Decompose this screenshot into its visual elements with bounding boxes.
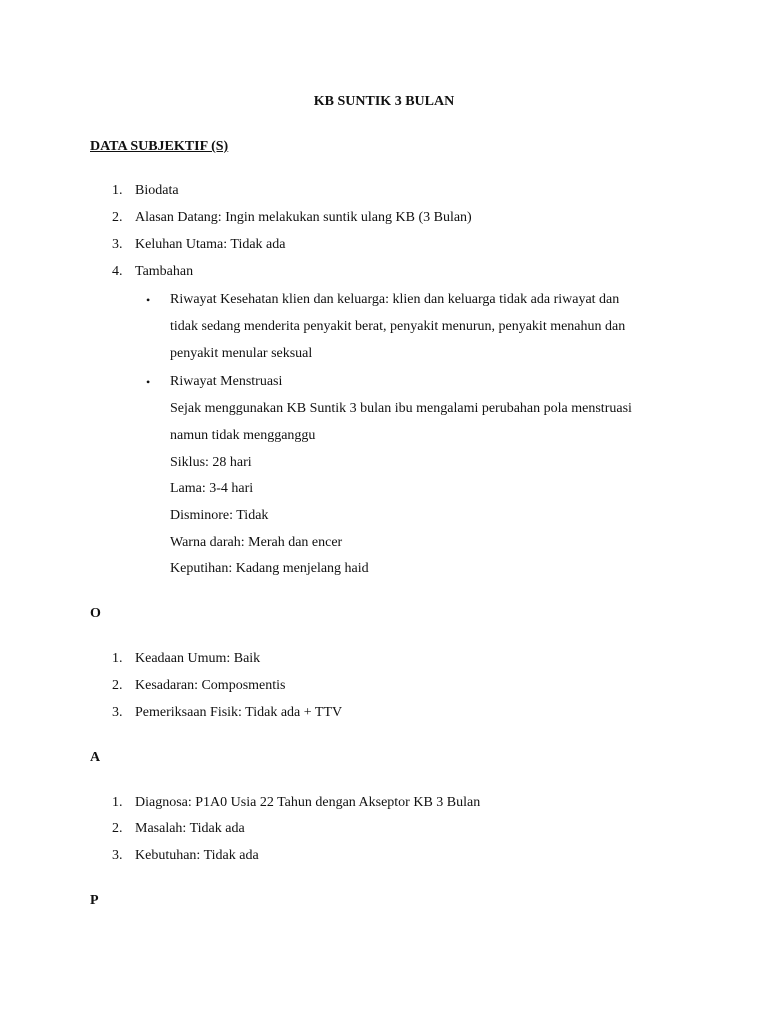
bullet-text-line: Siklus: 28 hari	[170, 455, 252, 470]
list-number: 3.	[112, 705, 123, 720]
list-item: Kebutuhan: Tidak ada	[135, 848, 259, 863]
list-number: 1.	[112, 183, 123, 198]
list-number: 3.	[112, 848, 123, 863]
subjective-heading: DATA SUBJEKTIF (S)	[90, 139, 229, 154]
bullet-text-line: Sejak menggunakan KB Suntik 3 bulan ibu mengalami perubahan pola menstruasi	[170, 401, 632, 416]
list-number: 1.	[112, 651, 123, 666]
list-number: 2.	[112, 678, 123, 693]
bullet-text-line: Warna darah: Merah dan encer	[170, 535, 343, 550]
list-item: Diagnosa: P1A0 Usia 22 Tahun dengan Akseptor KB 3 Bulan	[135, 795, 481, 810]
list-item: Keadaan Umum: Baik	[135, 651, 261, 666]
list-item: Alasan Datang: Ingin melakukan suntik ulang KB (3 Bulan)	[135, 210, 472, 225]
bullet-text-line: Keputihan: Kadang menjelang haid	[170, 561, 369, 576]
bullet-text-line: Riwayat Menstruasi	[170, 374, 283, 389]
list-item: Tambahan	[135, 264, 194, 279]
list-item: Masalah: Tidak ada	[135, 821, 245, 836]
document-title: KB SUNTIK 3 BULAN	[313, 94, 455, 109]
list-item: Kesadaran: Composmentis	[135, 678, 286, 693]
bullet-text-line: namun tidak mengganggu	[170, 428, 316, 443]
bullet-icon: •	[146, 375, 151, 389]
bullet-text-line: Lama: 3-4 hari	[170, 481, 254, 496]
bullet-text-line: tidak sedang menderita penyakit berat, penyakit menurun, penyakit menahun dan	[170, 319, 626, 334]
bullet-icon: •	[146, 293, 151, 307]
list-number: 2.	[112, 821, 123, 836]
plan-heading: P	[90, 893, 99, 908]
list-number: 4.	[112, 264, 123, 279]
list-number: 3.	[112, 237, 123, 252]
list-item: Biodata	[135, 183, 179, 198]
list-item: Pemeriksaan Fisik: Tidak ada + TTV	[135, 705, 343, 720]
assessment-heading: A	[90, 750, 101, 765]
list-item: Keluhan Utama: Tidak ada	[135, 237, 286, 252]
list-number: 2.	[112, 210, 123, 225]
list-number: 1.	[112, 795, 123, 810]
bullet-text-line: penyakit menular seksual	[170, 346, 313, 361]
bullet-text-line: Disminore: Tidak	[170, 508, 269, 523]
bullet-text-line: Riwayat Kesehatan klien dan keluarga: klien dan keluarga tidak ada riwayat dan	[170, 292, 620, 307]
objective-heading: O	[90, 606, 101, 621]
